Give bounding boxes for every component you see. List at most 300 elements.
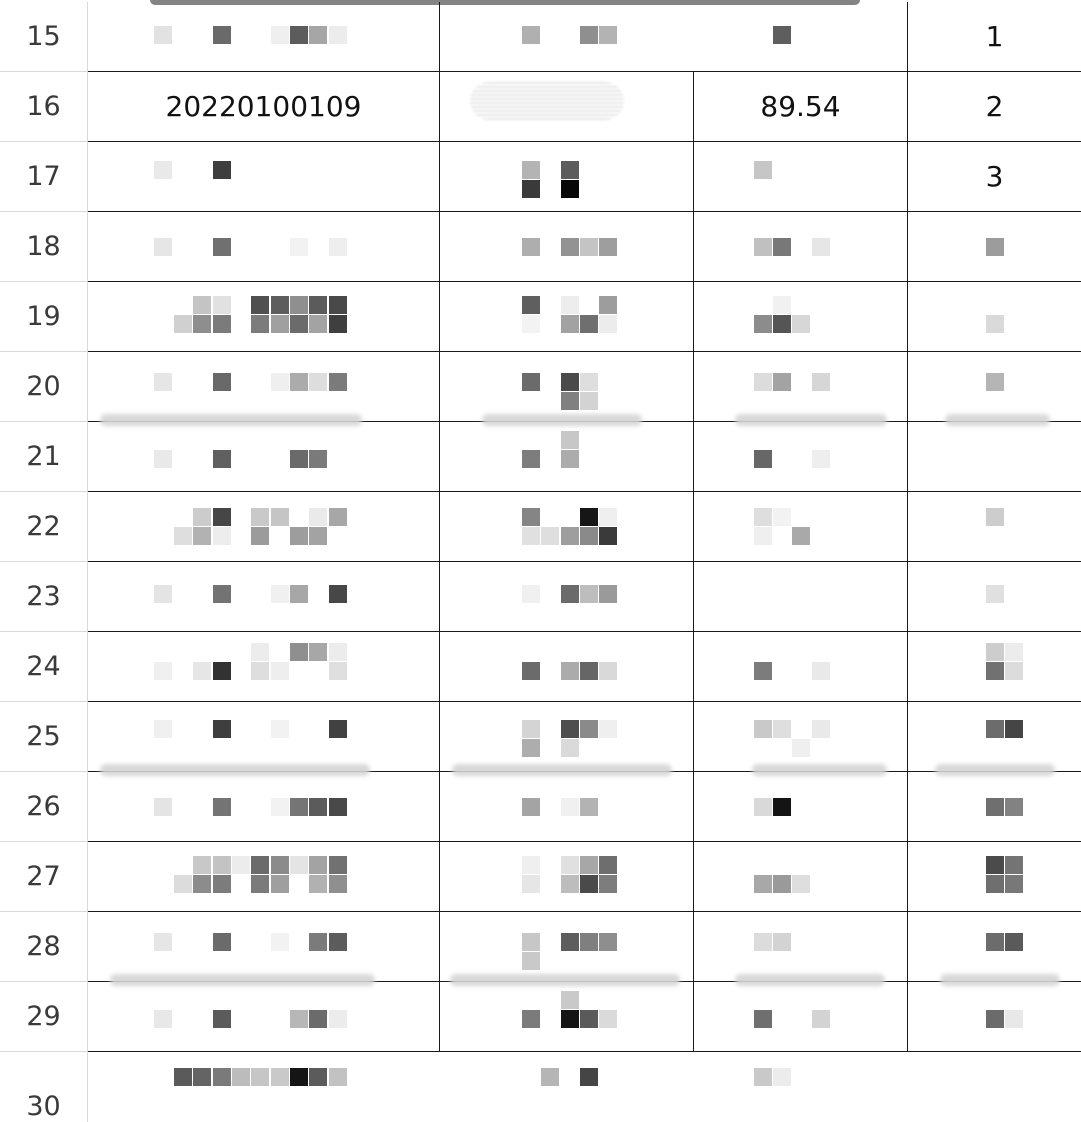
- redaction-pixel: [329, 933, 347, 951]
- cell-col1[interactable]: [88, 352, 440, 421]
- redaction-pixel: [193, 662, 211, 680]
- redaction-pixel: [213, 720, 231, 738]
- redaction-pixel: [580, 373, 598, 391]
- redaction-pixel: [561, 856, 579, 874]
- redaction-pixel: [329, 720, 347, 738]
- redaction-pixel: [1005, 662, 1023, 680]
- cell-col2[interactable]: [440, 1052, 694, 1121]
- redaction-pixel: [213, 508, 231, 526]
- redaction-pixel: [812, 720, 830, 738]
- cell-col1[interactable]: [88, 562, 440, 631]
- redaction-pixel: [522, 952, 540, 970]
- redaction-pixel: [754, 875, 772, 893]
- redaction-pixel: [561, 373, 579, 391]
- redaction-pixel: [580, 26, 598, 44]
- redaction-pixel: [232, 856, 250, 874]
- redaction-pixel: [271, 933, 289, 951]
- redaction-pixel: [1005, 643, 1023, 661]
- redaction-pixel: [580, 856, 598, 874]
- redaction-pixel: [522, 508, 540, 526]
- redaction-pixel: [154, 585, 172, 603]
- redaction-pixel: [154, 238, 172, 256]
- redaction-blur: [470, 82, 624, 120]
- redaction-pixel: [599, 585, 617, 603]
- redaction-pixel: [986, 585, 1004, 603]
- redaction-pixel: [309, 1068, 327, 1086]
- redaction-pixel: [154, 26, 172, 44]
- redaction-pixel: [213, 933, 231, 951]
- row-header-17[interactable]: 17: [0, 142, 88, 212]
- redaction-pixel: [754, 933, 772, 951]
- cell-col1[interactable]: [88, 212, 440, 281]
- redaction-pixel: [329, 1010, 347, 1028]
- redaction-smear: [735, 414, 887, 426]
- redaction-pixel: [154, 161, 172, 179]
- redaction-pixel: [561, 933, 579, 951]
- redaction-pixel: [271, 856, 289, 874]
- redaction-pixel: [541, 527, 559, 545]
- redaction-pixel: [561, 1010, 579, 1028]
- cell-col3[interactable]: [694, 1052, 908, 1121]
- redaction-pixel: [290, 585, 308, 603]
- redaction-pixel: [522, 527, 540, 545]
- redaction-pixel: [754, 720, 772, 738]
- redaction-pixel: [561, 161, 579, 179]
- redaction-pixel: [580, 875, 598, 893]
- redaction-pixel: [522, 1010, 540, 1028]
- cell-col3[interactable]: [694, 702, 908, 771]
- redaction-pixel: [329, 26, 347, 44]
- redaction-pixel: [561, 450, 579, 468]
- redaction-pixel: [986, 875, 1004, 893]
- redaction-pixel: [174, 527, 192, 545]
- redaction-pixel: [580, 720, 598, 738]
- redaction-pixel: [986, 508, 1004, 526]
- cell-col1[interactable]: [88, 422, 440, 491]
- redaction-pixel: [329, 315, 347, 333]
- redaction-pixel: [580, 508, 598, 526]
- row-header-18[interactable]: 18: [0, 212, 88, 282]
- redaction-pixel: [773, 238, 791, 256]
- redaction-pixel: [986, 373, 1004, 391]
- redaction-pixel: [522, 662, 540, 680]
- cell-col1[interactable]: [88, 2, 440, 71]
- redaction-pixel: [754, 798, 772, 816]
- redaction-pixel: [271, 508, 289, 526]
- redaction-pixel: [213, 1068, 231, 1086]
- redaction-pixel: [986, 238, 1004, 256]
- redaction-pixel: [522, 585, 540, 603]
- redaction-pixel: [599, 875, 617, 893]
- redaction-pixel: [290, 315, 308, 333]
- redaction-pixel: [522, 739, 540, 757]
- cell-col4[interactable]: [908, 492, 1081, 561]
- redaction-pixel: [193, 296, 211, 314]
- table-row: [88, 142, 1081, 212]
- redaction-pixel: [271, 662, 289, 680]
- redaction-pixel: [599, 856, 617, 874]
- redaction-pixel: [309, 527, 327, 545]
- redaction-pixel: [213, 585, 231, 603]
- redaction-pixel: [193, 1068, 211, 1086]
- table-row: [88, 422, 1081, 492]
- redaction-pixel: [290, 26, 308, 44]
- redaction-pixel: [213, 527, 231, 545]
- cell-col1[interactable]: [88, 1052, 440, 1121]
- redaction-pixel: [290, 450, 308, 468]
- redaction-pixel: [812, 450, 830, 468]
- redaction-pixel: [251, 315, 269, 333]
- redaction-pixel: [329, 373, 347, 391]
- cell-col4[interactable]: 2: [985, 90, 1004, 123]
- redaction-pixel: [522, 161, 540, 179]
- redaction-pixel: [271, 373, 289, 391]
- cell-col1[interactable]: 20220100109: [88, 72, 440, 141]
- redaction-pixel: [213, 315, 231, 333]
- cell-col3[interactable]: [694, 562, 908, 631]
- row-header-26[interactable]: 26: [0, 772, 88, 842]
- redaction-pixel: [580, 527, 598, 545]
- redaction-pixel: [754, 450, 772, 468]
- redaction-pixel: [1005, 875, 1023, 893]
- redaction-pixel: [773, 373, 791, 391]
- redaction-pixel: [522, 296, 540, 314]
- redaction-pixel: [773, 933, 791, 951]
- redaction-pixel: [561, 180, 579, 198]
- redaction-pixel: [773, 315, 791, 333]
- redaction-pixel: [329, 856, 347, 874]
- redaction-pixel: [213, 798, 231, 816]
- redaction-pixel: [580, 1010, 598, 1028]
- row-header-24[interactable]: 24: [0, 632, 88, 702]
- redaction-pixel: [309, 315, 327, 333]
- redaction-pixel: [154, 662, 172, 680]
- redaction-pixel: [309, 643, 327, 661]
- redaction-pixel: [290, 296, 308, 314]
- row-header-27[interactable]: 27: [0, 842, 88, 912]
- redaction-pixel: [271, 875, 289, 893]
- redaction-pixel: [773, 508, 791, 526]
- redaction-pixel: [329, 238, 347, 256]
- redaction-pixel: [792, 739, 810, 757]
- redaction-smear: [482, 414, 642, 426]
- redaction-pixel: [599, 1010, 617, 1028]
- cell-col3[interactable]: [694, 422, 908, 491]
- redaction-pixel: [329, 643, 347, 661]
- redaction-pixel: [271, 1068, 289, 1086]
- redaction-pixel: [561, 392, 579, 410]
- redaction-pixel: [329, 585, 347, 603]
- redaction-pixel: [599, 296, 617, 314]
- cell-col3[interactable]: [694, 982, 908, 1051]
- redaction-pixel: [309, 1010, 327, 1028]
- redaction-pixel: [754, 662, 772, 680]
- redaction-smear: [752, 764, 887, 776]
- cell-col4[interactable]: [908, 422, 1081, 491]
- redaction-pixel: [290, 643, 308, 661]
- redaction-pixel: [309, 933, 327, 951]
- redaction-pixel: [271, 585, 289, 603]
- redaction-pixel: [251, 875, 269, 893]
- redaction-pixel: [812, 1010, 830, 1028]
- redaction-pixel: [290, 1010, 308, 1028]
- redaction-pixel: [154, 373, 172, 391]
- redaction-pixel: [290, 798, 308, 816]
- redaction-pixel: [561, 238, 579, 256]
- redaction-pixel: [251, 643, 269, 661]
- redaction-pixel: [213, 238, 231, 256]
- redaction-pixel: [986, 720, 1004, 738]
- redaction-pixel: [522, 238, 540, 256]
- redaction-pixel: [599, 26, 617, 44]
- redaction-smear: [940, 974, 1060, 986]
- redaction-pixel: [309, 798, 327, 816]
- redaction-pixel: [599, 720, 617, 738]
- row-header-22[interactable]: 22: [0, 492, 88, 562]
- cell-col1[interactable]: [88, 912, 440, 981]
- redaction-pixel: [290, 527, 308, 545]
- redaction-pixel: [522, 720, 540, 738]
- cell-col1[interactable]: [88, 702, 440, 771]
- cell-col3[interactable]: [694, 632, 908, 701]
- cell-col4[interactable]: 3: [985, 160, 1004, 193]
- redaction-pixel: [561, 720, 579, 738]
- redaction-pixel: [580, 1068, 598, 1086]
- redaction-pixel: [580, 933, 598, 951]
- redaction-pixel: [561, 431, 579, 449]
- redaction-pixel: [329, 662, 347, 680]
- redaction-pixel: [290, 1068, 308, 1086]
- redaction-pixel: [522, 798, 540, 816]
- redaction-pixel: [193, 315, 211, 333]
- redaction-pixel: [213, 450, 231, 468]
- redaction-pixel: [213, 1010, 231, 1028]
- redaction-pixel: [251, 1068, 269, 1086]
- redaction-pixel: [329, 296, 347, 314]
- redaction-pixel: [522, 856, 540, 874]
- redaction-pixel: [599, 933, 617, 951]
- redaction-pixel: [580, 392, 598, 410]
- redaction-pixel: [599, 662, 617, 680]
- redaction-pixel: [213, 662, 231, 680]
- cell-col1[interactable]: [88, 142, 440, 211]
- redaction-pixel: [329, 798, 347, 816]
- redaction-pixel: [561, 585, 579, 603]
- redaction-pixel: [174, 875, 192, 893]
- redaction-pixel: [986, 798, 1004, 816]
- redaction-pixel: [773, 798, 791, 816]
- redaction-pixel: [541, 1068, 559, 1086]
- redaction-pixel: [986, 662, 1004, 680]
- redaction-pixel: [251, 856, 269, 874]
- redaction-pixel: [1005, 933, 1023, 951]
- redaction-pixel: [754, 508, 772, 526]
- row-header-19[interactable]: 19: [0, 282, 88, 352]
- row-header-15[interactable]: 15: [0, 2, 88, 72]
- redaction-pixel: [1005, 720, 1023, 738]
- redaction-pixel: [154, 1010, 172, 1028]
- redaction-pixel: [754, 238, 772, 256]
- redaction-pixel: [290, 373, 308, 391]
- redaction-pixel: [329, 1068, 347, 1086]
- redaction-pixel: [812, 238, 830, 256]
- redaction-pixel: [522, 315, 540, 333]
- redaction-pixel: [309, 373, 327, 391]
- redaction-pixel: [1005, 798, 1023, 816]
- redaction-pixel: [213, 875, 231, 893]
- redaction-pixel: [154, 720, 172, 738]
- cell-col3[interactable]: [694, 912, 908, 981]
- redaction-pixel: [271, 720, 289, 738]
- redaction-pixel: [174, 1068, 192, 1086]
- redaction-pixel: [599, 527, 617, 545]
- redaction-pixel: [986, 1010, 1004, 1028]
- redaction-pixel: [213, 373, 231, 391]
- redaction-smear: [450, 974, 680, 986]
- redaction-smear: [452, 764, 672, 776]
- row-header-25[interactable]: 25: [0, 702, 88, 772]
- cell-col4[interactable]: [908, 1052, 1081, 1121]
- row-header-30[interactable]: 30: [0, 1052, 88, 1122]
- redaction-pixel: [309, 450, 327, 468]
- redaction-pixel: [561, 739, 579, 757]
- redaction-smear: [935, 764, 1055, 776]
- redaction-pixel: [754, 373, 772, 391]
- redaction-pixel: [309, 296, 327, 314]
- redaction-pixel: [251, 508, 269, 526]
- redaction-smear: [100, 764, 370, 776]
- row-header-29[interactable]: 29: [0, 982, 88, 1052]
- redaction-pixel: [251, 662, 269, 680]
- cell-col2[interactable]: [440, 2, 694, 71]
- redaction-smear: [735, 974, 885, 986]
- redaction-pixel: [561, 527, 579, 545]
- redaction-pixel: [329, 875, 347, 893]
- redaction-pixel: [213, 856, 231, 874]
- redaction-pixel: [154, 933, 172, 951]
- redaction-pixel: [193, 875, 211, 893]
- table-row: [88, 1052, 1081, 1122]
- redaction-pixel: [561, 991, 579, 1009]
- redaction-pixel: [580, 798, 598, 816]
- redaction-pixel: [271, 296, 289, 314]
- redaction-pixel: [154, 450, 172, 468]
- redaction-pixel: [193, 508, 211, 526]
- redaction-pixel: [986, 856, 1004, 874]
- redaction-pixel: [522, 26, 540, 44]
- cell-col3[interactable]: 89.54: [694, 72, 908, 141]
- cell-col1[interactable]: [88, 982, 440, 1051]
- redaction-pixel: [580, 238, 598, 256]
- redaction-pixel: [271, 26, 289, 44]
- redaction-pixel: [561, 296, 579, 314]
- redaction-pixel: [561, 315, 579, 333]
- redaction-smear: [100, 414, 362, 426]
- row-header-28[interactable]: 28: [0, 912, 88, 982]
- cell-col3[interactable]: [694, 772, 908, 841]
- redaction-pixel: [522, 180, 540, 198]
- redaction-pixel: [599, 508, 617, 526]
- redaction-pixel: [812, 662, 830, 680]
- redaction-pixel: [251, 296, 269, 314]
- redaction-pixel: [522, 373, 540, 391]
- redaction-pixel: [986, 643, 1004, 661]
- redaction-pixel: [561, 798, 579, 816]
- redaction-pixel: [522, 450, 540, 468]
- redaction-pixel: [986, 933, 1004, 951]
- redaction-pixel: [580, 662, 598, 680]
- redaction-pixel: [580, 585, 598, 603]
- cell-col3[interactable]: [694, 212, 908, 281]
- redaction-pixel: [309, 508, 327, 526]
- redaction-pixel: [986, 315, 1004, 333]
- redaction-pixel: [754, 1068, 772, 1086]
- redaction-pixel: [271, 315, 289, 333]
- redaction-pixel: [329, 508, 347, 526]
- redaction-pixel: [561, 662, 579, 680]
- redaction-pixel: [271, 798, 289, 816]
- redaction-pixel: [754, 1010, 772, 1028]
- redaction-pixel: [213, 26, 231, 44]
- redaction-pixel: [773, 720, 791, 738]
- redaction-pixel: [232, 1068, 250, 1086]
- cell-col3[interactable]: [694, 142, 908, 211]
- row-header-20[interactable]: 20: [0, 352, 88, 422]
- redaction-pixel: [773, 1068, 791, 1086]
- redaction-pixel: [754, 527, 772, 545]
- redaction-pixel: [251, 527, 269, 545]
- redaction-smear: [945, 414, 1050, 426]
- redaction-pixel: [154, 798, 172, 816]
- redaction-pixel: [309, 856, 327, 874]
- redaction-pixel: [174, 315, 192, 333]
- redaction-pixel: [599, 238, 617, 256]
- redaction-pixel: [522, 933, 540, 951]
- cell-col3[interactable]: [694, 2, 908, 71]
- redaction-pixel: [773, 26, 791, 44]
- redaction-pixel: [580, 315, 598, 333]
- row-header-16[interactable]: 16: [0, 72, 88, 142]
- redaction-pixel: [792, 315, 810, 333]
- cell-col4[interactable]: 1: [985, 20, 1004, 53]
- row-header-23[interactable]: 23: [0, 562, 88, 632]
- redaction-pixel: [754, 315, 772, 333]
- redaction-pixel: [754, 161, 772, 179]
- redaction-pixel: [522, 875, 540, 893]
- redaction-pixel: [599, 315, 617, 333]
- redaction-pixel: [792, 875, 810, 893]
- redaction-pixel: [1005, 856, 1023, 874]
- redaction-pixel: [213, 161, 231, 179]
- cell-col3[interactable]: [694, 352, 908, 421]
- redaction-pixel: [773, 875, 791, 893]
- row-header-21[interactable]: 21: [0, 422, 88, 492]
- redaction-smear: [110, 974, 375, 986]
- redaction-pixel: [561, 875, 579, 893]
- redaction-pixel: [193, 856, 211, 874]
- redaction-pixel: [812, 373, 830, 391]
- redaction-pixel: [773, 296, 791, 314]
- redaction-pixel: [213, 296, 231, 314]
- redaction-pixel: [290, 856, 308, 874]
- redaction-pixel: [290, 238, 308, 256]
- cell-col1[interactable]: [88, 772, 440, 841]
- redaction-pixel: [193, 527, 211, 545]
- redaction-pixel: [792, 527, 810, 545]
- redaction-pixel: [1005, 1010, 1023, 1028]
- redaction-pixel: [309, 875, 327, 893]
- redaction-pixel: [309, 26, 327, 44]
